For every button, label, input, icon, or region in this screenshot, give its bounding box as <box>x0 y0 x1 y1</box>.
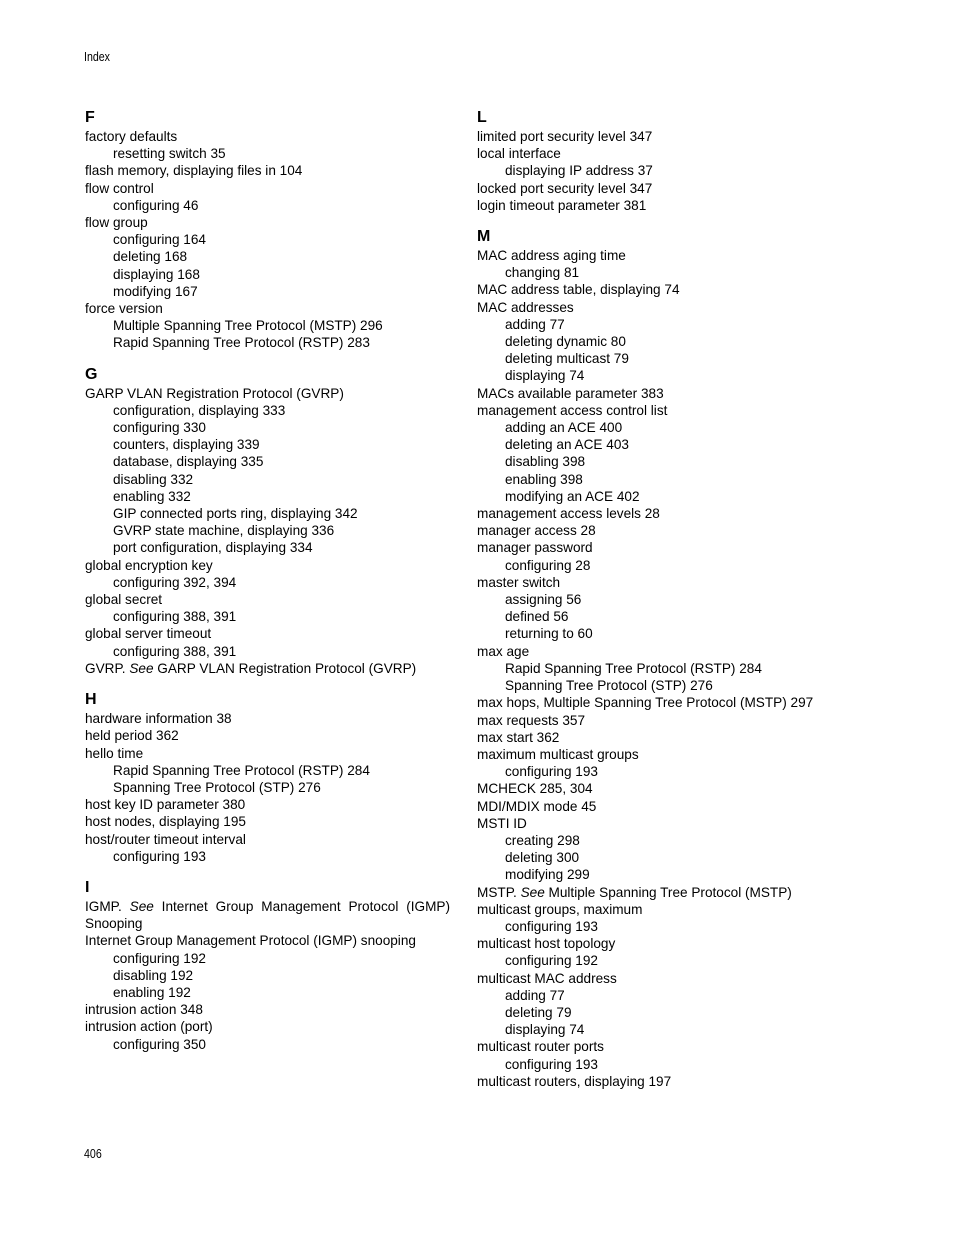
index-subentry: configuring 193 <box>505 764 598 780</box>
index-entry: global secret <box>85 592 163 608</box>
index-entry: max start 362 <box>477 729 560 745</box>
index-subentry: resetting switch 35 <box>113 146 226 162</box>
index-entry: intrusion action (port) <box>85 1019 213 1035</box>
index-entry: multicast MAC address <box>477 970 617 986</box>
index-section-f <box>85 108 465 352</box>
index-entry: Internet Group Management Protocol (IGMP) snooping <box>85 933 416 949</box>
index-entry: host/router timeout interval <box>85 831 246 847</box>
index-subentry: disabling 398 <box>505 454 586 470</box>
index-subentry: assigning 56 <box>505 592 582 608</box>
index-subentry: creating 298 <box>505 832 580 848</box>
index-entry <box>85 898 450 932</box>
index-entry <box>477 884 877 901</box>
index-section-g <box>85 365 465 677</box>
index-subentry: configuring 164 <box>113 232 206 248</box>
index-subentry: disabling 192 <box>113 967 194 983</box>
index-subentry: deleting 79 <box>505 1004 572 1020</box>
index-subentry: deleting dynamic 80 <box>505 334 626 350</box>
index-entry: multicast host topology <box>477 936 616 952</box>
index-subentry: Rapid Spanning Tree Protocol (RSTP) 284 <box>113 762 370 778</box>
index-entry: limited port security level 347 <box>477 129 653 144</box>
index-entry: multicast groups, maximum <box>477 901 643 917</box>
index-subentry: configuration, displaying 333 <box>113 402 286 418</box>
index-entry: login timeout parameter 381 <box>477 197 647 213</box>
index-subentry: Rapid Spanning Tree Protocol (RSTP) 283 <box>113 335 370 351</box>
entry-term: GVRP. <box>85 660 130 676</box>
section-letter: F <box>85 109 95 126</box>
index-subentry: modifying 299 <box>505 867 590 883</box>
index-entry: master switch <box>477 574 561 590</box>
index-column-left <box>85 108 465 1053</box>
index-subentry: displaying 74 <box>505 368 585 384</box>
section-letter: H <box>85 691 97 709</box>
index-entry: manager password <box>477 540 593 556</box>
index-entry: flow group <box>85 215 148 231</box>
index-entry: MAC address aging time <box>477 248 626 264</box>
index-subentry: defined 56 <box>505 609 569 625</box>
index-entry: flow control <box>85 180 154 196</box>
section-letter: G <box>85 365 98 383</box>
index-entry: MSTI ID <box>477 815 527 831</box>
index-entry: force version <box>85 301 163 317</box>
index-entry: MACs available parameter 383 <box>477 385 664 401</box>
section-letter: I <box>85 878 90 896</box>
index-subentry: displaying 168 <box>113 266 200 282</box>
index-entry: GARP VLAN Registration Protocol (GVRP) <box>85 385 344 401</box>
index-subentry: deleting an ACE 403 <box>505 437 629 453</box>
index-subentry: database, displaying 335 <box>113 454 264 470</box>
index-subentry: enabling 332 <box>113 488 191 504</box>
index-entry: host key ID parameter 380 <box>85 797 246 813</box>
index-section-l <box>477 108 877 214</box>
index-entry: held period 362 <box>85 728 179 744</box>
index-entry: management access control list <box>477 402 668 418</box>
index-subentry: configuring 330 <box>113 420 206 436</box>
index-entry: multicast router ports <box>477 1039 604 1055</box>
page-number: 406 <box>84 1147 102 1161</box>
index-entry: global server timeout <box>85 626 212 642</box>
running-header: Index <box>84 50 111 64</box>
index-entry: MDI/MDIX mode 45 <box>477 798 597 814</box>
reference-target: Internet Group Management Protocol (IGMP) Snooping <box>85 898 450 932</box>
index-subentry: configuring 46 <box>113 197 199 213</box>
index-subentry: counters, displaying 339 <box>113 437 260 453</box>
index-subentry: modifying an ACE 402 <box>505 488 640 504</box>
index-subentry: displaying IP address 37 <box>505 163 653 179</box>
index-subentry: deleting 168 <box>113 249 188 265</box>
index-entry: intrusion action 348 <box>85 1002 203 1018</box>
entry-term: IGMP. <box>85 898 130 914</box>
index-entry: factory defaults <box>85 129 178 144</box>
index-entry: flash memory, displaying files in 104 <box>85 163 303 179</box>
index-subentry: enabling 192 <box>113 984 191 1000</box>
index-entry: max hops, Multiple Spanning Tree Protocol (MSTP) 297 <box>477 695 814 711</box>
index-subentry: configuring 28 <box>505 557 591 573</box>
index-entry: MCHECK 285, 304 <box>477 781 593 797</box>
index-section-i <box>85 878 465 1053</box>
index-subentry: Rapid Spanning Tree Protocol (RSTP) 284 <box>505 660 762 676</box>
index-entry: maximum multicast groups <box>477 746 639 762</box>
index-subentry: port configuration, displaying 334 <box>113 540 313 556</box>
index-entry: max age <box>477 643 530 659</box>
index-entry: multicast routers, displaying 197 <box>477 1073 672 1089</box>
index-subentry: modifying 167 <box>113 283 198 299</box>
index-subentry: disabling 332 <box>113 471 194 487</box>
index-entry: manager access 28 <box>477 523 596 539</box>
reference-target: Multiple Spanning Tree Protocol (MSTP) <box>544 884 792 900</box>
see-reference: See <box>520 884 545 900</box>
index-subentry: Spanning Tree Protocol (STP) 276 <box>505 678 713 694</box>
index-subentry: configuring 392, 394 <box>113 574 237 590</box>
index-subentry: GVRP state machine, displaying 336 <box>113 523 335 539</box>
index-subentry: displaying 74 <box>505 1022 585 1038</box>
index-entry: hardware information 38 <box>85 711 232 727</box>
index-subentry: configuring 193 <box>505 1056 598 1072</box>
see-reference: See <box>129 898 154 914</box>
index-section-m <box>477 227 877 1090</box>
section-letter: M <box>477 228 491 246</box>
index-subentry: Multiple Spanning Tree Protocol (MSTP) 296 <box>113 318 383 334</box>
entry-term: MSTP. <box>477 884 521 900</box>
index-entry: local interface <box>477 146 561 162</box>
section-letter: L <box>477 109 487 126</box>
index-entry: MAC addresses <box>477 299 574 315</box>
index-section-h <box>85 690 465 865</box>
index-entry: max requests 357 <box>477 712 586 728</box>
index-subentry: configuring 193 <box>505 918 598 934</box>
index-subentry: deleting 300 <box>505 850 580 866</box>
index-subentry: configuring 192 <box>505 953 598 969</box>
index-column-right <box>477 108 877 1090</box>
index-entry: locked port security level 347 <box>477 180 653 196</box>
index-entry: global encryption key <box>85 557 213 573</box>
index-subentry: Spanning Tree Protocol (STP) 276 <box>113 779 321 795</box>
index-subentry: configuring 388, 391 <box>113 643 237 659</box>
index-subentry: configuring 350 <box>113 1036 206 1052</box>
index-subentry: configuring 388, 391 <box>113 609 237 625</box>
index-subentry: configuring 193 <box>113 848 206 864</box>
index-subentry: deleting multicast 79 <box>505 351 629 367</box>
index-entry: MAC address table, displaying 74 <box>477 282 680 298</box>
index-subentry: adding 77 <box>505 316 565 332</box>
index-subentry: returning to 60 <box>505 626 593 642</box>
index-subentry: adding 77 <box>505 987 565 1003</box>
index-entry <box>85 660 465 677</box>
index-subentry: enabling 398 <box>505 471 583 487</box>
index-subentry: changing 81 <box>505 265 580 281</box>
reference-target: GARP VLAN Registration Protocol (GVRP) <box>153 660 417 676</box>
index-entry: management access levels 28 <box>477 506 660 522</box>
index-subentry: configuring 192 <box>113 950 206 966</box>
index-entry: hello time <box>85 745 144 761</box>
index-entry: host nodes, displaying 195 <box>85 814 246 830</box>
see-reference: See <box>129 660 154 676</box>
index-subentry: adding an ACE 400 <box>505 420 623 436</box>
index-subentry: GIP connected ports ring, displaying 342 <box>113 506 358 522</box>
